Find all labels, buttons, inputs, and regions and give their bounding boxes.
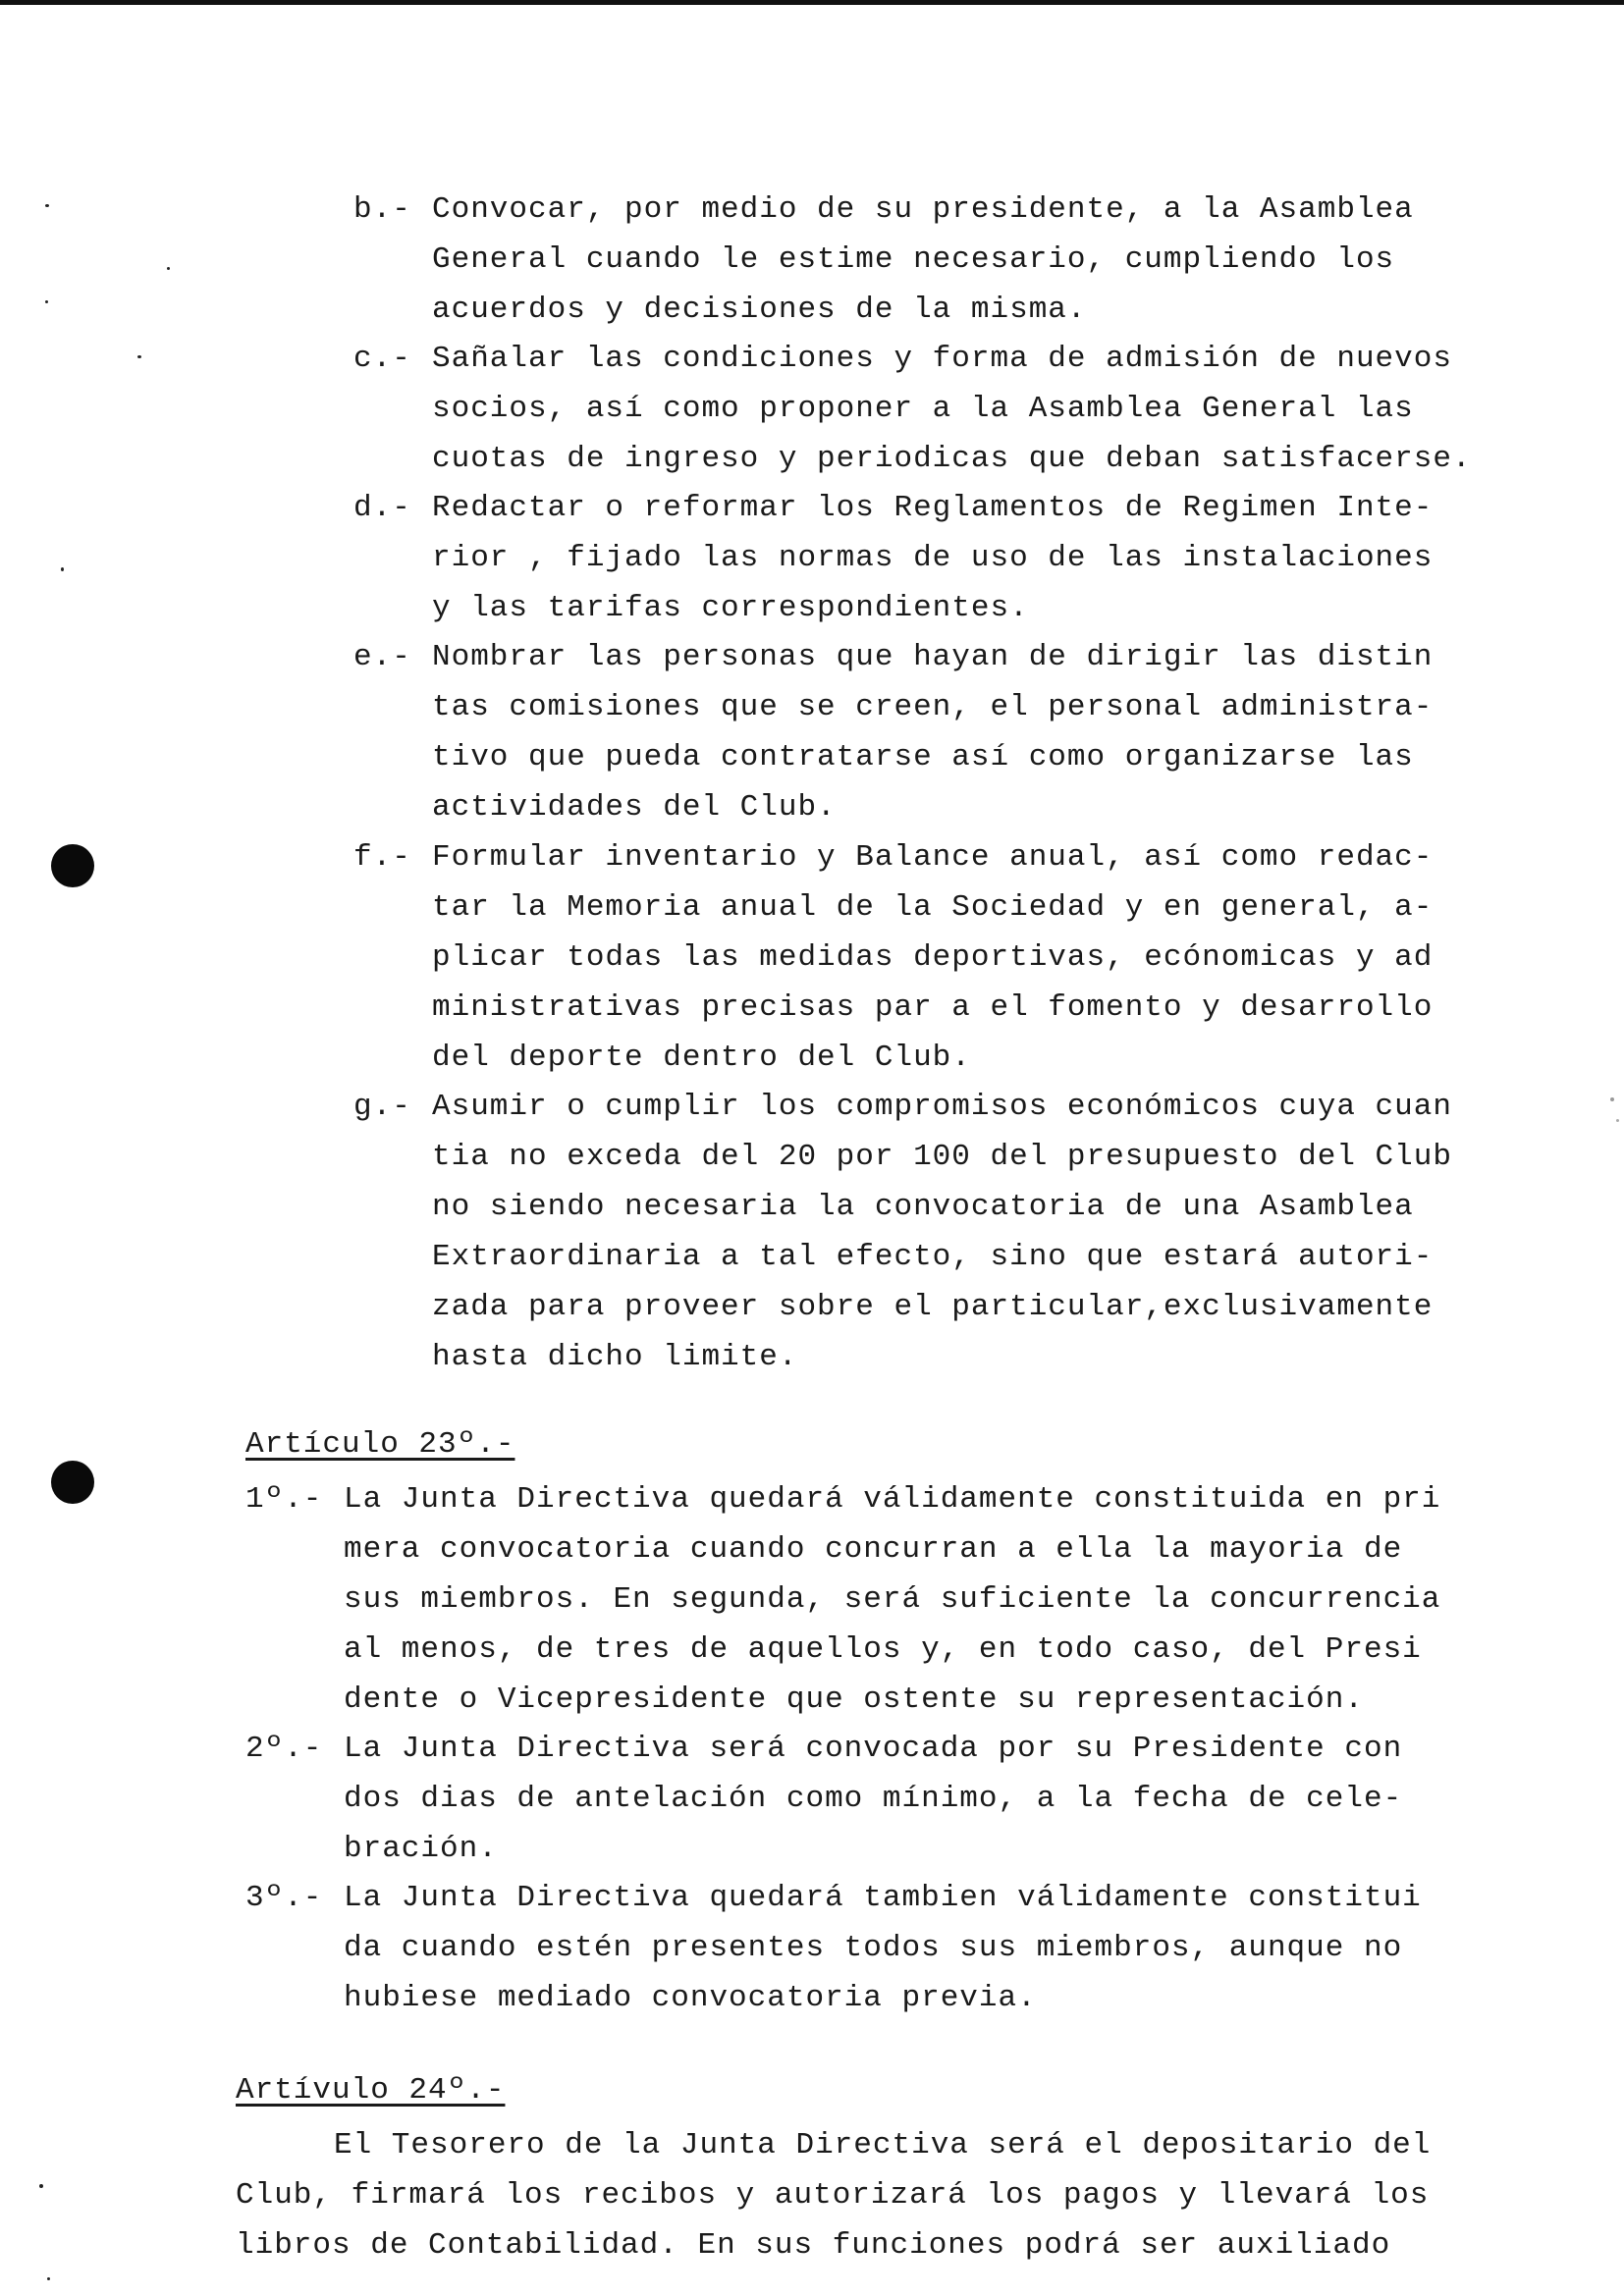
scan-speck [137, 355, 141, 358]
text-line: Extraordinaria a tal efecto, sino que estará autori- [432, 1240, 1434, 1274]
point-label: 2º.- [245, 1732, 323, 1766]
article-24-paragraph [236, 2120, 1431, 2270]
point-text [344, 1873, 1422, 2023]
text-line: General cuando le estime necesario, cumpliendo los [432, 242, 1395, 277]
text-line: dente o Vicepresidente que ostente su representación. [344, 1682, 1364, 1717]
scan-speck [39, 2184, 43, 2188]
text-line: tivo que pueda contratarse así como organizarse las [432, 740, 1414, 774]
text-line: tia no exceda del 20 por 100 del presupuesto del Club [432, 1140, 1452, 1174]
item-label: g.- [353, 1090, 411, 1124]
scan-speck [1616, 1119, 1619, 1122]
text-line: bración. [344, 1832, 498, 1866]
text-line: sus miembros. En segunda, será suficiente la concurrencia [344, 1582, 1441, 1617]
text-line: tas comisiones que se creen, el personal administra- [432, 690, 1434, 724]
text-line: al menos, de tres de aquellos y, en todo caso, del Presi [344, 1632, 1422, 1667]
text-line: El Tesorero de la Junta Directiva será el depositario del [334, 2128, 1432, 2163]
text-line: La Junta Directiva quedará válidamente constituida en pri [344, 1482, 1441, 1517]
text-line: actividades del Club. [432, 790, 837, 825]
article-23-heading: Artículo 23º.- [245, 1427, 515, 1462]
punch-hole-upper [51, 844, 94, 887]
scan-speck [45, 300, 48, 303]
text-line: Asumir o cumplir los compromisos económicos cuya cuan [432, 1090, 1452, 1124]
text-line: socios, así como proponer a la Asamblea General las [432, 392, 1414, 426]
text-line: no siendo necesaria la convocatoria de una Asamblea [432, 1190, 1414, 1224]
scan-speck [45, 204, 49, 207]
text-line: tar la Memoria anual de la Sociedad y en general, a- [432, 890, 1434, 925]
item-text [432, 1082, 1532, 1382]
text-line: y las tarifas correspondientes. [432, 591, 1029, 625]
item-text [432, 334, 1532, 484]
text-line: Sañalar las condiciones y forma de admisión de nuevos [432, 342, 1452, 376]
point-text [344, 1724, 1402, 1874]
text-line: zada para proveer sobre el particular,exclusivamente [432, 1290, 1434, 1324]
text-line: mera convocatoria cuando concurran a ella la mayoria de [344, 1532, 1403, 1567]
scan-speck [1610, 1097, 1614, 1101]
text-line: Convocar, por medio de su presidente, a la Asamblea [432, 192, 1414, 227]
text-line: del deporte dentro del Club. [432, 1041, 971, 1075]
text-line: La Junta Directiva quedará tambien válidamente constitui [344, 1881, 1422, 1915]
item-label: b.- [353, 192, 411, 227]
text-line: dos dias de antelación como mínimo, a la fecha de cele- [344, 1782, 1403, 1816]
text-line: La Junta Directiva será convocada por su Presidente con [344, 1732, 1403, 1766]
item-label: f.- [353, 840, 411, 875]
text-line: rior , fijado las normas de uso de las instalaciones [432, 541, 1434, 575]
item-label: e.- [353, 640, 411, 674]
page-top-edge [0, 0, 1624, 5]
text-line: Nombrar las personas que hayan de dirigir las distin [432, 640, 1434, 674]
item-text [432, 483, 1532, 633]
item-text [432, 185, 1532, 335]
text-line: Club, firmará los recibos y autorizará los pagos y llevará los [236, 2178, 1430, 2213]
scan-speck [61, 567, 64, 571]
item-label: d.- [353, 491, 411, 525]
item-text [432, 632, 1532, 832]
punch-hole-lower [51, 1461, 94, 1504]
item-text [432, 832, 1532, 1083]
scan-speck [167, 267, 170, 270]
text-line: libros de Contabilidad. En sus funciones podrá ser auxiliado [236, 2228, 1391, 2263]
point-label: 3º.- [245, 1881, 323, 1915]
article-24-heading: Artívulo 24º.- [236, 2073, 506, 2108]
point-text [344, 1474, 1440, 1725]
text-line: da cuando estén presentes todos sus miembros, aunque no [344, 1931, 1403, 1965]
text-line: hasta dicho limite. [432, 1340, 798, 1374]
text-line: cuotas de ingreso y periodicas que deban satisfacerse. [432, 442, 1472, 476]
text-line: acuerdos y decisiones de la misma. [432, 293, 1087, 327]
text-line: ministrativas precisas par a el fomento y desarrollo [432, 990, 1434, 1025]
text-line: Redactar o reformar los Reglamentos de Regimen Inte- [432, 491, 1434, 525]
item-label: c.- [353, 342, 411, 376]
text-line: hubiese mediado convocatoria previa. [344, 1981, 1037, 2015]
text-line: Formular inventario y Balance anual, así como redac- [432, 840, 1434, 875]
point-label: 1º.- [245, 1482, 323, 1517]
text-line: plicar todas las medidas deportivas, ecónomicas y ad [432, 940, 1434, 975]
scan-speck [47, 2277, 50, 2280]
